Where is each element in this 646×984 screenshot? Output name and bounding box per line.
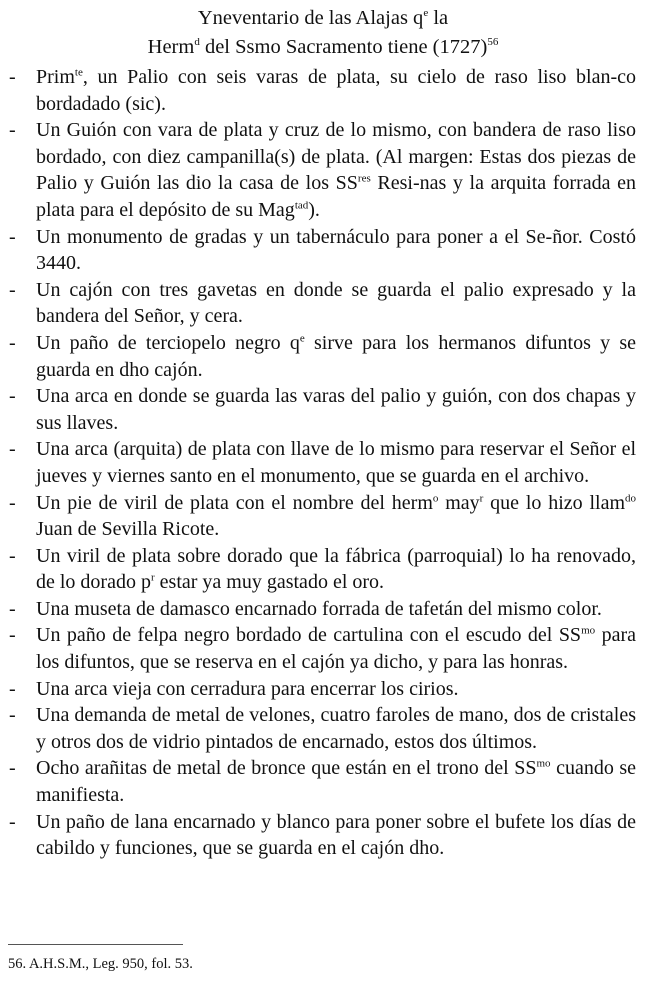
- title-line-2-middle: del Ssmo Sacramento tiene (1727): [199, 36, 488, 58]
- footnote-reference: 56: [487, 36, 499, 49]
- title-line-1-suffix: la: [428, 7, 449, 29]
- item-text: Un cajón con tres gavetas en donde se guarda el palio expresado y la bandera del Señor, y cera.: [36, 278, 636, 328]
- item-superscript: res: [357, 172, 371, 185]
- title-line-2: [0, 33, 646, 62]
- item-text: ).: [308, 198, 320, 221]
- item-text: Una museta de damasco encarnado forrada de tafetán del mismo color.: [36, 597, 602, 620]
- item-text: Una demanda de metal de velones, cuatro faroles de mano, dos de cristales y otros dos de vidrio pintados de encarnado, estos dos últimos.: [36, 704, 636, 753]
- item-superscript: tad: [294, 199, 309, 212]
- item-text: estar ya muy gastado el oro.: [154, 571, 385, 594]
- item-text: may: [438, 491, 480, 514]
- title-line-1-superscript: e: [423, 7, 429, 20]
- inventory-item: [0, 383, 646, 436]
- item-text: Una arca (arquita) de plata con llave de lo mismo para reservar el Señor el jueves y viernes santo en el monumento, que se guarda en el archivo.: [36, 438, 636, 487]
- item-superscript: r: [479, 491, 484, 504]
- item-text: Un Guión con vara de plata y cruz de lo mismo, con bandera de raso liso bordado, con diez campanilla(s) de plata. (Al margen: Estas dos piezas de Palio y Guión las dio la casa de los SS: [36, 119, 636, 195]
- inventory-item: [0, 224, 646, 277]
- item-text: Resi-nas y la arquita forrada en plata para el depósito de su Mag: [36, 172, 637, 221]
- inventory-item: [0, 809, 646, 862]
- item-text: para los difuntos, que se reserva en el cajón ya dicho, y para las honras.: [36, 624, 636, 674]
- inventory-item: [0, 330, 646, 383]
- footnote: 56. A.H.S.M., Leg. 950, fol. 53.: [8, 956, 193, 972]
- list-bullet: -: [9, 385, 16, 408]
- inventory-list: [0, 64, 646, 862]
- inventory-item: [0, 117, 646, 223]
- item-text: sirve para los hermanos difuntos y se guarda en dho cajón.: [36, 331, 636, 381]
- item-text: Un monumento de gradas y un tabernáculo para poner a el Se-ñor. Costó 3440.: [36, 225, 636, 275]
- title-line-1: [0, 4, 646, 33]
- title-line-1-prefix: Yneventario de las Alajas q: [197, 7, 424, 29]
- item-text: Un paño de lana encarnado y blanco para poner sobre el bufete los días de cabildo y funciones, que se guarda en el cajón dho.: [36, 810, 636, 860]
- inventory-item: [0, 596, 646, 623]
- list-bullet: -: [9, 624, 16, 647]
- item-text: Una arca en donde se guarda las varas del palio y guión, con dos chapas y sus llaves.: [36, 385, 636, 434]
- inventory-item: [0, 436, 646, 489]
- inventory-item: [0, 702, 646, 755]
- item-text: Un pie de viril de plata con el nombre del herm: [36, 491, 433, 514]
- list-bullet: -: [9, 544, 16, 567]
- list-bullet: -: [9, 491, 16, 514]
- list-bullet: -: [9, 225, 16, 248]
- list-bullet: -: [9, 438, 16, 461]
- list-bullet: -: [9, 597, 16, 620]
- inventory-item: [0, 64, 646, 117]
- item-text: , un Palio con seis varas de plata, su cielo de raso liso blan-co bordadado (sic).: [36, 66, 636, 115]
- list-bullet: -: [9, 331, 16, 354]
- item-superscript: mo: [581, 624, 596, 637]
- list-bullet: -: [9, 704, 16, 727]
- document-title: [0, 4, 646, 62]
- title-line-2-prefix: Herm: [147, 36, 195, 58]
- inventory-item: [0, 543, 646, 596]
- inventory-item: [0, 676, 646, 703]
- list-bullet: -: [9, 757, 16, 780]
- footnote-divider: [8, 944, 183, 945]
- item-superscript: do: [625, 491, 636, 504]
- item-text: Ocho arañitas de metal de bronce que están en el trono del SS: [36, 757, 537, 780]
- item-text: Juan de Sevilla Ricote.: [36, 518, 220, 541]
- item-superscript: r: [150, 571, 155, 584]
- list-bullet: -: [9, 278, 16, 301]
- item-superscript: e: [299, 332, 305, 345]
- list-bullet: -: [9, 66, 16, 88]
- item-text: Un paño de terciopelo negro q: [36, 331, 300, 354]
- item-superscript: o: [432, 491, 439, 504]
- inventory-item: [0, 622, 646, 675]
- title-line-2-superscript: d: [194, 36, 200, 49]
- item-text: Un paño de felpa negro bordado de cartulina con el escudo del SS: [36, 624, 582, 647]
- item-text: que lo hizo llam: [483, 491, 625, 514]
- item-text: Una arca vieja con cerradura para encerrar los cirios.: [36, 677, 459, 700]
- inventory-item: [0, 755, 646, 808]
- list-bullet: -: [9, 810, 16, 833]
- list-bullet: -: [9, 677, 16, 700]
- inventory-item: [0, 490, 646, 543]
- item-superscript: te: [74, 66, 83, 79]
- item-superscript: mo: [536, 757, 551, 770]
- item-text: Un viril de plata sobre dorado que la fábrica (parroquial) lo ha renovado, de lo dorado p: [36, 544, 636, 594]
- item-text: cuando se manifiesta.: [36, 757, 636, 807]
- inventory-item: [0, 277, 646, 330]
- list-bullet: -: [9, 119, 16, 142]
- item-text: Prim: [36, 66, 75, 88]
